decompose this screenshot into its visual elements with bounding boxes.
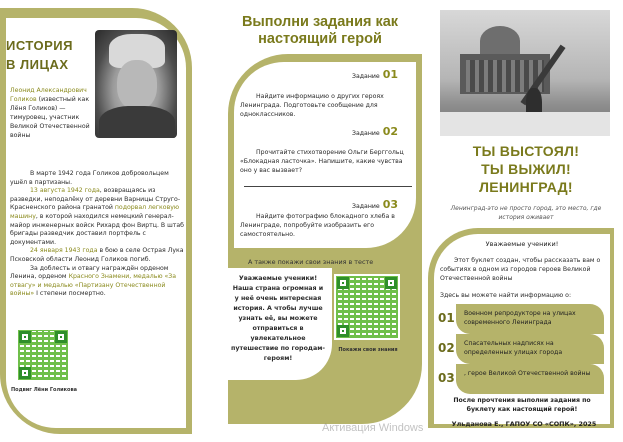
bio-para3-rest: в бою в селе Острая Лука Псковской области Леонид Голиков погиб.: [10, 247, 184, 263]
info-item-3-number: 03: [438, 371, 455, 385]
qr-label-test: Покажи свои знания: [338, 347, 398, 353]
slogan-line2: ТЫ ВЫЖИЛ!: [481, 161, 571, 177]
task-divider: [244, 186, 412, 187]
windows-activation-watermark: Активация Windows: [322, 422, 424, 434]
bio-name: Леонид Александрович Голиков: [10, 87, 87, 103]
bio-para2-b: , в которой находился немецкий генерал-майор инженерных войск Рихард фон Виртц. В штаб бригады разведчик доставил портфель с документами.: [10, 212, 185, 246]
task2-text: Прочитайте стихотворение Ольги Берггольц «Блокадная ласточка». Напишите, какие чувства оно у вас вызвает?: [240, 149, 404, 174]
info-item-1-number: 01: [438, 311, 455, 325]
blockade-photo: [440, 10, 610, 136]
task2-label: Задание: [352, 130, 380, 137]
tasks-title: Выполни задания как настоящий герой: [241, 14, 399, 47]
golikov-portrait: [95, 30, 177, 138]
info-item-1-text: Военном репродукторе на улицах современного Ленинграда: [456, 304, 604, 334]
panel3-here: Здесь вы можете найти информацию о:: [440, 292, 572, 299]
history-title-line2: В ЛИЦАХ: [6, 57, 69, 72]
qr-label-golikov: Подвиг Лёни Голикова: [10, 387, 78, 393]
bio-para2-a: , возвращаясь из разведки, неподалёку от деревни Варницы Струго-Красненского района гранатой: [10, 187, 181, 212]
bio-para2-highlight: подорвал легковую машину: [10, 204, 180, 220]
panel2-text: Уважаемые ученики! Наша страна огромная и у неё очень интересная история. А чтобы лучше узнать её, вы можете отправиться в увлекательное путешествие по городам-героям!: [231, 275, 325, 362]
leningrad-quote: Ленинград-это не просто город, это место, где история оживает: [450, 205, 602, 221]
qr-code-golikov[interactable]: [16, 328, 70, 382]
task2-number: 02: [382, 125, 399, 138]
bio-date1: 13 августа 1942 года: [30, 187, 100, 195]
task1-text: Найдите информацию о других героях Ленинграда. Подготовьте сообщение для одноклассников.: [240, 93, 384, 118]
qr-code-test[interactable]: [334, 274, 400, 340]
slogan: [436, 142, 616, 196]
bio-intro: [10, 86, 100, 140]
info-item-2-number: 02: [438, 341, 455, 355]
task2-heading: [352, 125, 398, 138]
panel3-text: Этот буклет создан, чтобы рассказать вам о событиях в одном из городов героев Великой Отечественной войны: [440, 257, 601, 282]
panel3-final-note: После прочтения выполни задания по буклету как настоящий герой!: [453, 397, 591, 413]
bio-para4-highlight: Красного Знамени, медалью «За отвагу» и медалью «Партизану Отечественной войны»: [10, 273, 177, 298]
task1-label: Задание: [352, 73, 380, 80]
history-title-line1: ИСТОРИЯ: [6, 38, 73, 53]
booklet-author: Ульданова Е., ГАПОУ СО «СОПК», 2025: [451, 420, 597, 428]
task3-text: Найдите фотографию блокадного хлеба в Ленинграде, попробуйте изобразить его самостоятельно.: [240, 213, 395, 238]
bio-para3: [10, 247, 186, 264]
task1-number: 01: [382, 68, 399, 81]
info-item-3: [432, 364, 612, 394]
task3-number: 03: [382, 198, 399, 211]
panel3-greeting: Уважаемые ученики!: [485, 240, 559, 248]
slogan-line1: ТЫ ВЫСТОЯЛ!: [472, 143, 580, 159]
task1-heading: [352, 68, 398, 81]
bio-text: [10, 170, 186, 299]
bio-para4-b: I степени посмертно.: [34, 290, 106, 298]
history-title: [6, 36, 96, 74]
bio-intro-rest: (известный как Лёня Голиков) — тимуровец, участник Великой Отечественной войны: [10, 96, 90, 139]
knowledge-test-caption: А также покажи свои знания в тесте: [248, 258, 374, 266]
info-item-1: [432, 304, 612, 334]
info-item-2: [432, 334, 612, 364]
bio-para2: [10, 187, 186, 247]
bio-date2: 24 января 1943 года: [30, 247, 98, 255]
task3-heading: [352, 198, 398, 211]
slogan-line3: ЛЕНИНГРАД!: [479, 179, 573, 195]
info-item-2-text: Спасательных надписях на определенных улицах города: [456, 334, 604, 364]
info-item-3-text: , герое Великой Отечественной войны: [456, 364, 604, 394]
task3-label: Задание: [352, 203, 380, 210]
bio-para4: [10, 265, 186, 299]
bio-para1: В марте 1942 года Голиков добровольцем ушёл в партизаны.: [10, 170, 169, 186]
bio-para4-a: За доблесть и отвагу награждён орденом Ленина, орденом: [10, 264, 169, 281]
